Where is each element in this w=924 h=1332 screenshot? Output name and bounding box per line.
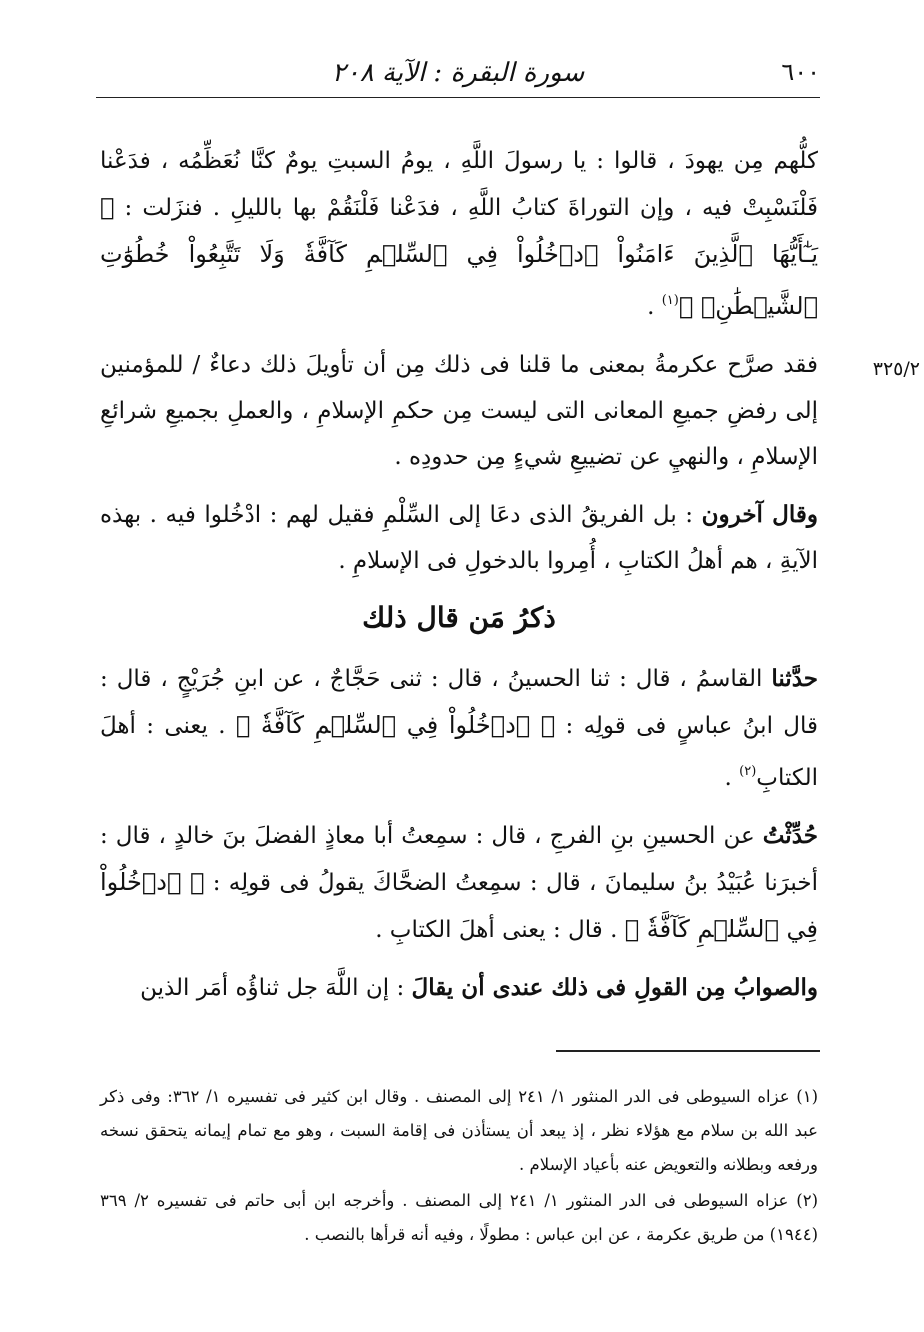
paragraph-3 (100, 492, 818, 584)
quran-verse: ﴿ يَـٰٓأَيُّهَا ٱلَّذِينَ ءَامَنُواْ ٱدۡخُلُواْ فِي ٱلسِّلۡمِ كَآفَّةٗ وَلَا تَتَّبِعُواْ خُطُوَٰتِ ٱلشَّيۡطَٰنِۚ ﴾ (100, 193, 818, 320)
page-header (96, 52, 820, 98)
paragraph-lead: وقال آخرون (701, 501, 818, 528)
margin-volume-marker: ٣٢٥/٢ (872, 358, 920, 380)
narration-lead: حُدِّثْتُ (762, 822, 818, 849)
main-text (100, 138, 920, 1023)
footnotes (100, 1080, 818, 1254)
narration-text: القاسمُ ، قال : ثنا الحسينُ ، قال : ثنى حَجَّاجٌ ، عن ابنِ جُرَيْجٍ ، قال : قال ابنُ عباسٍ فى قولِه : (100, 666, 818, 739)
narration-2 (100, 813, 818, 953)
header-rule (96, 97, 820, 98)
quran-verse: ﴿ ٱدۡخُلُواْ فِي ٱلسِّلۡمِ كَآفَّةٗ ﴾ (100, 868, 818, 943)
footnote-ref-2[interactable]: (٢) (739, 764, 757, 779)
footnote-ref-1[interactable]: (١) (661, 293, 679, 308)
quran-verse: ﴿ ٱدۡخُلُواْ فِي ٱلسِّلۡمِ كَآفَّةٗ ﴾ (235, 711, 556, 739)
paragraph-text: : بل الفريقُ الذى دعَا إلى السِّلْمِ فقيل لهم : ادْخُلوا فيه . بهذه الآيةِ ، هم أهلُ الكتابِ ، أُمِروا بالدخولِ فى الإسلامِ . (100, 502, 818, 574)
closing-text: : إن اللَّهَ جل ثناؤُه أمَر الذين (140, 975, 412, 1001)
narration-text: عن الحسينِ بنِ الفرجِ ، قال : سمِعتُ أبا معاذٍ الفضلَ بنَ خالدٍ ، قال : أخبرَنا عُبَيْدُ بنُ سليمانَ ، قال : سمِعتُ الضحَّاكَ يقولُ فى قولِه : (100, 823, 818, 896)
paragraph-2-content (100, 342, 818, 480)
section-heading: ذكرُ مَن قال ذلك (362, 601, 556, 634)
paragraph-tail: . (647, 294, 662, 320)
narration-after: . قال : يعنى أهلَ الكتابِ . (375, 917, 625, 943)
narration-1 (100, 656, 818, 801)
running-title: سورة البقرة : الآية ٢٠٨ (331, 58, 585, 88)
paragraph-1-content (100, 138, 818, 330)
narration-lead: حدَّثنا (771, 665, 818, 692)
footnote-1: (١) عزاه السيوطى فى الدر المنثور ١/ ٢٤١ إلى المصنف . وقال ابن كثير فى تفسيره ١/ ٣٦٢: وفى ذكر عبد الله بن سلام مع هؤلاء نظر ، إذ يبعد أن يستأذن فى إقامة السبت ، وهو مع تمام إيمانه يتحقق نسخه ورفعه وبطلانه والتعويض عنه بأعياد الإسلام . (100, 1087, 819, 1174)
footnote-separator (556, 1050, 820, 1052)
paragraph-text: فقد صرَّح عكرمةُ بمعنى ما قلنا فى ذلك مِن أن تأويلَ ذلك دعاءٌ / للمؤمنين إلى رفضِ جميعِ المعانى التى ليست مِن حكمِ الإسلامِ ، والعملِ بجميعِ شرائعِ الإسلامِ ، والنهيِ عن تضييعِ شيءٍ مِن حدودِه . (100, 352, 818, 470)
closing-content (100, 965, 818, 1011)
page-number: ٦٠٠ (781, 58, 820, 86)
paragraph-1 (100, 138, 818, 330)
narration-tail: . (724, 765, 740, 791)
paragraph-2 (100, 342, 920, 480)
narration-1-content (100, 656, 818, 801)
paragraph-text: كلُّهم مِن يهودَ ، قالوا : يا رسولَ اللَّهِ ، يومُ السبتِ يومٌ كنَّا نُعَظِّمُه ، فدَعْنا فَلْنَسْبِتْ فيه ، وإن التوراةَ كتابُ اللَّهِ ، فدَعْنا فَلْنَقُمْ بها بالليلِ . فنزَلت : (100, 148, 818, 221)
paragraph-3-content (100, 492, 818, 584)
narration-after: . يعنى : أهلَ الكتابِ (100, 713, 818, 791)
narration-2-content (100, 813, 818, 953)
closing-lead: والصوابُ مِن القولِ فى ذلك عندى أن يقالَ (411, 974, 818, 1001)
closing-paragraph (100, 965, 818, 1011)
footnote-2: (٢) عزاه السيوطى فى الدر المنثور ١/ ٢٤١ إلى المصنف . وأخرجه ابن أبى حاتم فى تفسيره ٢/ ٣٦٩ (١٩٤٤) من طريق عكرمة ، عن ابن عباس : مطولًا ، وفيه أنه قرأها بالنصب . (100, 1191, 818, 1244)
